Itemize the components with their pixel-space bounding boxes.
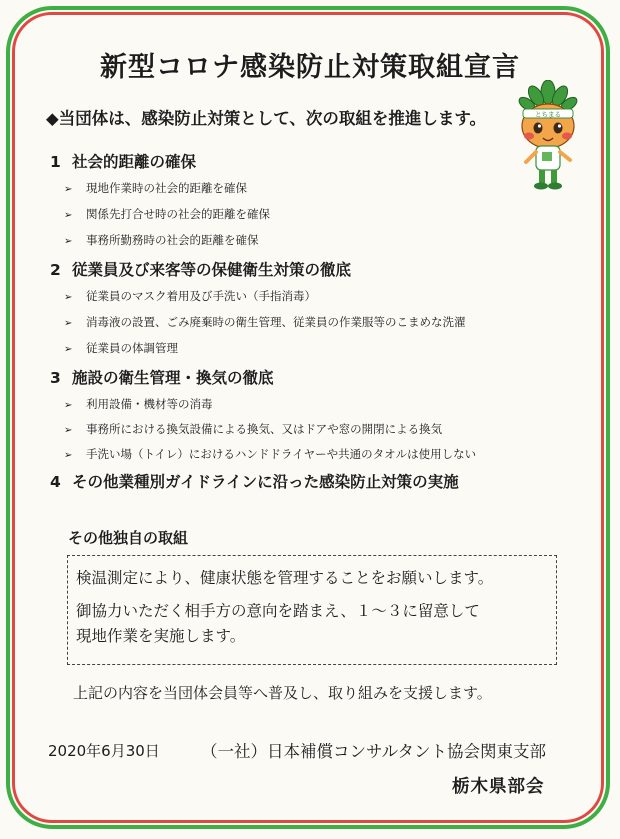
page-title: 新型コロナ感染防止対策取組宣言 — [100, 52, 520, 83]
section-1-heading — [50, 150, 196, 172]
section-title: 施設の衛生管理・換気の徹底 — [72, 369, 274, 387]
list-item — [64, 180, 247, 196]
section-title: その他業種別ガイドラインに沿った感染防止対策の実施 — [72, 473, 459, 491]
bullet-arrow-icon: ➢ — [64, 292, 73, 303]
list-item — [64, 314, 466, 330]
intro-text: ◆当団体は、感染防止対策として、次の取組を推進します。 — [46, 109, 487, 128]
list-item-text: 消毒液の設置、ごみ廃棄時の衛生管理、従業員の作業服等のこまめな洗濯 — [86, 315, 466, 329]
list-item-text: 事務所勤務時の社会的距離を確保 — [86, 233, 259, 247]
list-item-text: 手洗い場（トイレ）におけるハンドドライヤーや共通のタオルは使用しない — [86, 447, 477, 461]
list-item-text: 従業員の体調管理 — [86, 341, 178, 355]
list-item-text: 事務所における換気設備による換気、又はドアや窓の開閉による換気 — [86, 422, 443, 436]
list-item-text: 現地作業時の社会的距離を確保 — [86, 181, 247, 195]
mascot-character-icon — [505, 80, 591, 192]
section-3-heading — [50, 366, 274, 388]
section-2-heading — [50, 258, 351, 280]
list-item — [64, 421, 442, 437]
footer-branch: 栃木県部会 — [452, 777, 545, 797]
list-item-text: 従業員のマスク着用及び手洗い（手指消毒） — [86, 289, 316, 303]
bullet-arrow-icon: ➢ — [64, 425, 73, 436]
section-title: 社会的距離の確保 — [72, 153, 197, 171]
bullet-arrow-icon: ➢ — [64, 210, 73, 221]
other-initiatives-line: 御協力いただく相手方の意向を踏まえ、１～３に留意して — [76, 602, 480, 620]
other-initiatives-line: 現地作業を実施します。 — [76, 627, 246, 645]
list-item — [64, 446, 476, 462]
list-item — [64, 232, 259, 248]
section-number: 1 — [50, 153, 61, 171]
other-initiatives-line: 検温測定により、健康状態を管理することをお願いします。 — [76, 569, 494, 587]
section-number: 3 — [50, 369, 61, 387]
bullet-arrow-icon: ➢ — [64, 344, 73, 355]
list-item-text: 関係先打合せ時の社会的距離を確保 — [86, 207, 270, 221]
section-title: 従業員及び来客等の保健衛生対策の徹底 — [72, 261, 352, 279]
list-item — [64, 396, 213, 412]
section-4-heading — [50, 470, 459, 492]
footer-organization: （一社）日本補償コンサルタント協会関東支部 — [201, 742, 547, 761]
list-item — [64, 340, 178, 356]
support-text: 上記の内容を当団体会員等へ普及し、取り組みを支援します。 — [73, 684, 492, 702]
bullet-arrow-icon: ➢ — [64, 450, 73, 461]
section-number: 2 — [50, 261, 61, 279]
bullet-arrow-icon: ➢ — [64, 400, 73, 411]
list-item-text: 利用設備・機材等の消毒 — [86, 397, 213, 411]
bullet-arrow-icon: ➢ — [64, 236, 73, 247]
bullet-arrow-icon: ➢ — [64, 184, 73, 195]
list-item — [64, 206, 270, 222]
list-item — [64, 288, 316, 304]
bullet-arrow-icon: ➢ — [64, 318, 73, 329]
other-initiatives-heading: その他独自の取組 — [68, 529, 189, 547]
mascot-headband-text: とちまる — [535, 110, 561, 119]
section-number: 4 — [50, 473, 61, 491]
footer-date: 2020年6月30日 — [48, 742, 160, 760]
